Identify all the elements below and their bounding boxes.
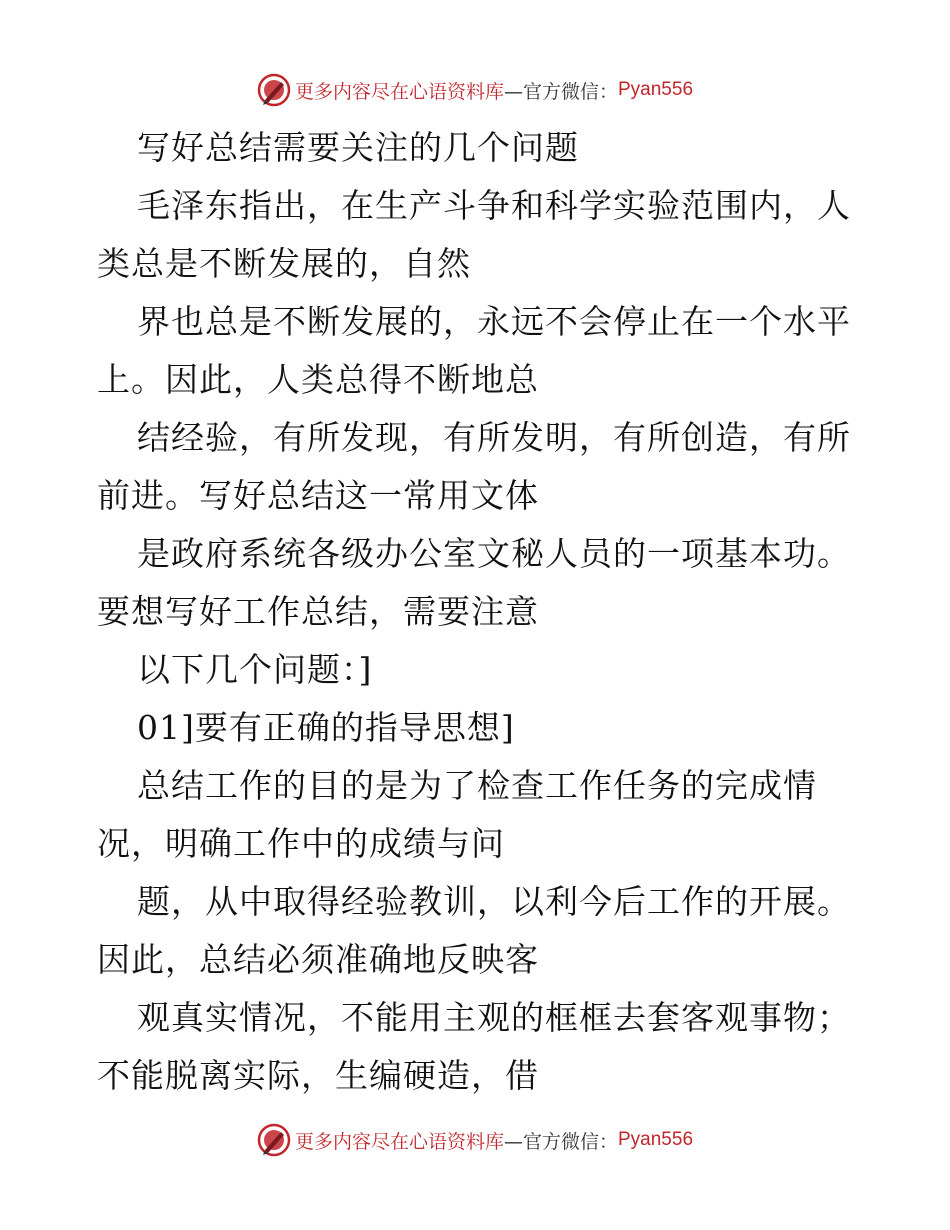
document-line: 因此，总结必须准确地反映客: [97, 940, 539, 979]
document-line: 类总是不断发展的，自然: [97, 244, 471, 283]
document-line: 题，从中取得经验教训，以利今后工作的开展。: [137, 882, 851, 921]
document-line: 观真实情况，不能用主观的框框去套客观事物；: [137, 998, 851, 1037]
red-seal-pen-logo-icon: [257, 73, 291, 107]
document-line: 界也总是不断发展的，永远不会停止在一个水平: [137, 302, 851, 341]
document-line: 是政府系统各级办公室文秘人员的一项基本功。: [137, 534, 851, 573]
banner-official-text: —官方微信：: [503, 1130, 618, 1153]
document-title: 写好总结需要关注的几个问题: [137, 128, 579, 167]
banner-main-text: 更多内容尽在心语资料库: [294, 80, 504, 103]
banner-main-text: 更多内容尽在心语资料库: [294, 1130, 504, 1153]
header-banner: [0, 70, 950, 110]
banner-wechat-handle: Pyan556: [618, 79, 694, 100]
banner-official-text: —官方微信：: [503, 80, 618, 103]
footer-banner: [0, 1120, 950, 1160]
document-line: 结经验，有所发现，有所发明，有所创造，有所: [137, 418, 851, 457]
document-line: 毛泽东指出，在生产斗争和科学实验范围内，人: [137, 186, 851, 225]
document-line: 总结工作的目的是为了检查工作任务的完成情: [137, 766, 817, 805]
document-line: 要想写好工作总结，需要注意: [97, 592, 539, 631]
document-line: 上。因此，人类总得不断地总: [97, 360, 539, 399]
document-line: 况，明确工作中的成绩与问: [97, 824, 505, 863]
section-heading: 01]要有正确的指导思想]: [137, 708, 515, 747]
red-seal-pen-logo-icon: [257, 1123, 291, 1157]
document-line: 以下几个问题：]: [137, 650, 373, 689]
banner-wechat-handle: Pyan556: [618, 1129, 694, 1150]
document-line: 不能脱离实际，生编硬造，借: [97, 1056, 539, 1095]
document-line: 前进。写好总结这一常用文体: [97, 476, 539, 515]
